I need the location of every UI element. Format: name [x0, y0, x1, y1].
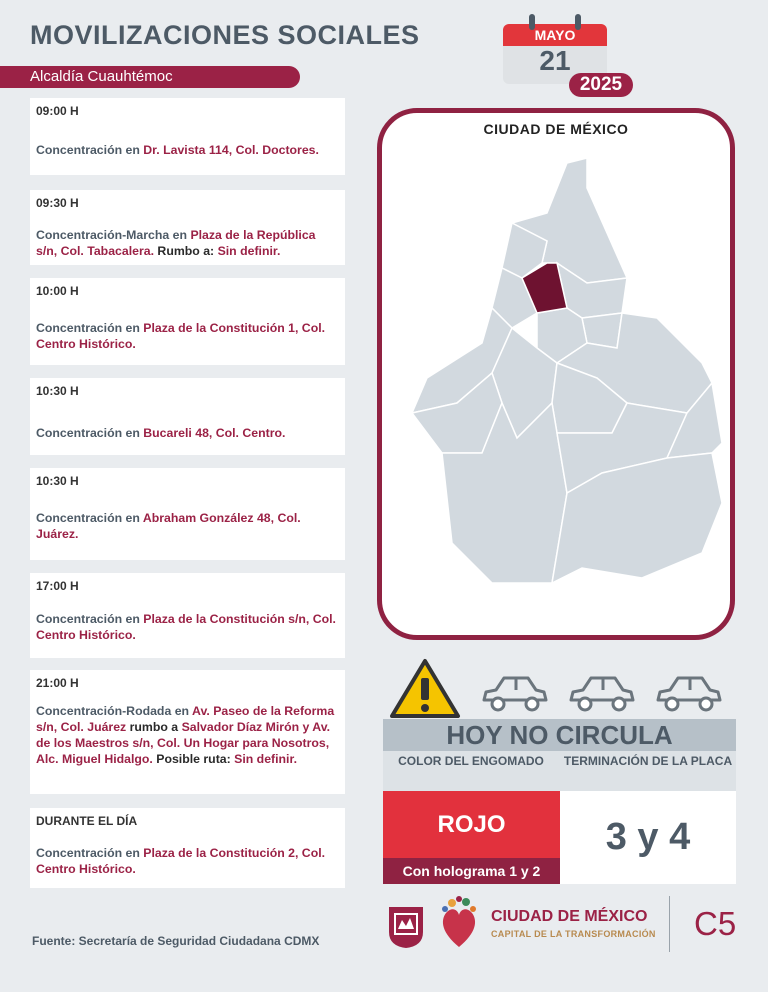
event-text-segment: Salvador Díaz Mirón y Av. de los Maestros s/n, Col. Un Hogar para Nosotros, Alc. Miguel Hidalgo. — [36, 720, 331, 766]
event-text-segment: Bucareli 48, Col. Centro. — [143, 426, 286, 440]
event-text-segment: en — [122, 846, 144, 860]
plate-header: TERMINACIÓN DE LA PLACA — [563, 754, 733, 768]
event-description — [36, 320, 339, 352]
event-text-segment: en — [171, 704, 193, 718]
event-card — [30, 573, 345, 658]
event-text-segment: Sin definir. — [234, 752, 297, 766]
event-card — [30, 378, 345, 455]
event-text-segment: Posible ruta: — [152, 752, 235, 766]
event-text-segment: en — [122, 511, 143, 525]
hoy-no-circula-title: HOY NO CIRCULA — [383, 719, 736, 751]
event-card — [30, 468, 345, 560]
event-description — [36, 703, 339, 767]
event-time: 21:00 H — [36, 676, 79, 690]
heart-emblem-logo — [436, 895, 482, 953]
event-text-segment: en — [169, 228, 191, 242]
event-text-segment: Abraham González 48, Col. Juárez. — [36, 511, 301, 541]
event-text-segment: Concentración — [36, 321, 123, 335]
event-description — [36, 510, 339, 542]
cdmx-map — [382, 113, 730, 635]
car-icon — [652, 670, 724, 716]
cdmx-logo-title: CIUDAD DE MÉXICO — [491, 908, 648, 925]
event-description — [36, 142, 339, 158]
car-icon — [565, 670, 637, 716]
event-card — [30, 278, 345, 365]
event-time: 10:30 H — [36, 384, 79, 398]
calendar-year: 2025 — [569, 73, 633, 97]
hoy-no-circula-headers — [383, 751, 736, 791]
event-text-segment: Concentración — [36, 846, 123, 860]
map-panel — [377, 108, 735, 640]
event-card — [30, 190, 345, 265]
calendar-ring — [575, 14, 581, 30]
event-time: 10:30 H — [36, 474, 79, 488]
event-text-segment: Plaza de la Constitución 1, Col. Centro Histórico. — [36, 321, 326, 351]
event-card — [30, 808, 345, 888]
event-text-segment: Plaza de la República s/n, Col. Tabacalera. — [36, 228, 316, 258]
cdmx-shield-logo — [386, 904, 426, 950]
alcaldia-banner: Alcaldía Cuauhtémoc — [0, 66, 300, 88]
calendar-ring — [529, 14, 535, 30]
car-icon — [478, 670, 550, 716]
event-text-segment: en — [122, 143, 144, 157]
event-text-segment: Concentración-Rodada — [36, 704, 172, 718]
cdmx-logo-subtitle: CAPITAL DE LA TRANSFORMACIÓN — [491, 929, 656, 939]
event-description — [36, 425, 339, 441]
logo-divider — [669, 896, 670, 952]
c5-logo: C5 — [694, 905, 737, 942]
event-description — [36, 611, 339, 643]
event-text-segment: Concentración — [36, 612, 123, 626]
event-text-segment: Concentración-Marcha — [36, 228, 170, 242]
event-text-segment: en — [122, 612, 144, 626]
page-title: MOVILIZACIONES SOCIALES — [30, 20, 420, 50]
event-time: DURANTE EL DÍA — [36, 814, 138, 828]
event-text-segment: Concentración — [36, 426, 123, 440]
event-description — [36, 845, 339, 877]
event-time: 09:00 H — [36, 104, 79, 118]
color-header: COLOR DEL ENGOMADO — [398, 754, 544, 768]
event-text-segment: Concentración — [36, 143, 123, 157]
event-time: 17:00 H — [36, 579, 79, 593]
event-text-segment: rumbo a — [126, 720, 182, 734]
plate-endings: 3 y 4 — [560, 791, 736, 884]
event-description — [36, 227, 339, 259]
engomado-color: ROJO — [383, 791, 560, 858]
event-time: 10:00 H — [36, 284, 79, 298]
warning-icon — [388, 656, 462, 722]
map-title: CIUDAD DE MÉXICO — [483, 121, 629, 137]
event-text-segment: Concentración — [36, 511, 123, 525]
event-text-segment: Rumbo a: — [154, 244, 218, 258]
event-card — [30, 670, 345, 794]
event-text-segment: Av. Paseo de la Reforma s/n, Col. Juárez — [36, 704, 335, 734]
source-note: Fuente: Secretaría de Seguridad Ciudadana CDMX — [32, 934, 320, 948]
event-text-segment: Plaza de la Constitución s/n, Col. Centro Histórico. — [36, 612, 336, 642]
event-text-segment: Plaza de la Constitución 2, Col. Centro Histórico. — [36, 846, 326, 876]
event-time: 09:30 H — [36, 196, 79, 210]
event-card — [30, 98, 345, 175]
hologram-note: Con holograma 1 y 2 — [383, 858, 560, 884]
event-text-segment: en — [122, 321, 144, 335]
event-text-segment: en — [122, 426, 144, 440]
calendar-month: MAYO — [503, 24, 607, 46]
event-text-segment: Sin definir. — [217, 244, 281, 258]
calendar-day: 21 — [539, 45, 571, 76]
event-text-segment: Dr. Lavista 114, Col. Doctores. — [143, 143, 319, 157]
